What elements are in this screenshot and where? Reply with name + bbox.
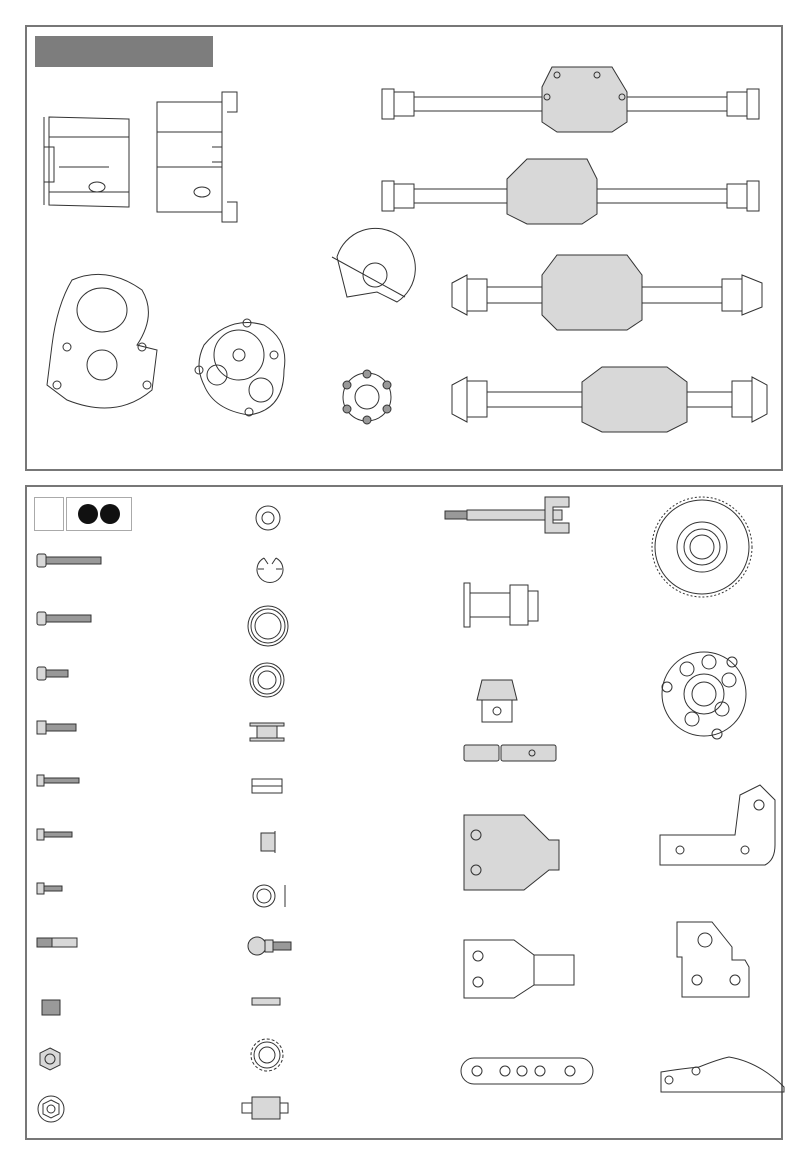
parts-panel xyxy=(25,25,783,471)
bag-letter xyxy=(34,497,64,531)
screw-ba1-icon xyxy=(37,554,102,568)
step-range xyxy=(66,497,132,531)
ball-connector-ba20-icon xyxy=(247,934,295,960)
gear-8t-ba23-icon xyxy=(242,1095,292,1121)
shackle-ba30-icon xyxy=(460,1055,595,1087)
steering-arm-ba35-icon xyxy=(659,1057,789,1097)
wheel-axle-ba24-icon xyxy=(445,495,570,527)
damper-bushing-ba16-icon xyxy=(250,723,286,743)
differential-cover-ba32-icon xyxy=(657,647,752,742)
step-end-badge xyxy=(100,504,120,524)
rear-axle-housing-b-drawing xyxy=(382,139,782,229)
shackle-mount-ba34-icon xyxy=(677,922,757,1002)
step-indicator xyxy=(34,497,132,531)
screw-ba2-icon xyxy=(37,612,97,626)
bevel-shaft-ba27-icon xyxy=(464,743,564,765)
axle-collar-ba25-icon xyxy=(464,583,544,629)
shim-ba19-icon xyxy=(252,883,292,909)
ball-bearing-ba15-icon xyxy=(249,662,285,698)
bevel-ring-gear-ba31-icon xyxy=(647,492,757,602)
leaf-spring-stay-ba33-icon xyxy=(655,785,780,870)
crank-arm-stay-ba29-icon xyxy=(464,940,584,1000)
screw-pin-ba8-icon xyxy=(37,937,82,949)
cap-screw-ba6-icon xyxy=(37,829,77,841)
ball-bearing-ba14-icon xyxy=(247,605,289,647)
screw-ba3-icon xyxy=(37,667,77,681)
bag-a-panel xyxy=(25,485,783,1140)
front-axle-housing-b-drawing xyxy=(452,367,772,437)
bevel-pinion-ba26-icon xyxy=(467,675,527,725)
e-ring-ba13-icon xyxy=(254,555,286,583)
cap-screw-ba7-icon xyxy=(37,883,67,895)
transmission-case-rear-drawing xyxy=(147,87,247,217)
parts-title xyxy=(35,36,213,67)
spacer-ba17-icon xyxy=(252,779,284,795)
damper-stay-ba28-icon xyxy=(464,815,564,893)
gear-15t-ba22-icon xyxy=(249,1037,285,1073)
grub-screw-ba9-icon xyxy=(41,998,63,1018)
front-axle-housing-a-drawing xyxy=(452,245,772,335)
planetary-holder-drawing xyxy=(337,367,397,427)
flanged-tube-ba18-icon xyxy=(259,831,279,853)
transmission-end-cover-drawing xyxy=(189,315,299,425)
shaft-ba21-icon xyxy=(252,997,282,1007)
washer-ba12-icon xyxy=(255,505,283,533)
rear-axle-housing-a-drawing xyxy=(382,47,782,137)
spur-gear-cover-drawing xyxy=(42,275,172,425)
cap-screw-ba5-icon xyxy=(37,775,82,787)
pinion-gear-cover-drawing xyxy=(327,237,422,307)
lock-nut-ba10-icon xyxy=(39,1047,61,1071)
transmission-case-front-drawing xyxy=(39,97,139,217)
cap-screw-ba4-icon xyxy=(37,721,82,735)
step-start-badge xyxy=(78,504,98,524)
flange-nut-ba11-icon xyxy=(37,1095,65,1123)
